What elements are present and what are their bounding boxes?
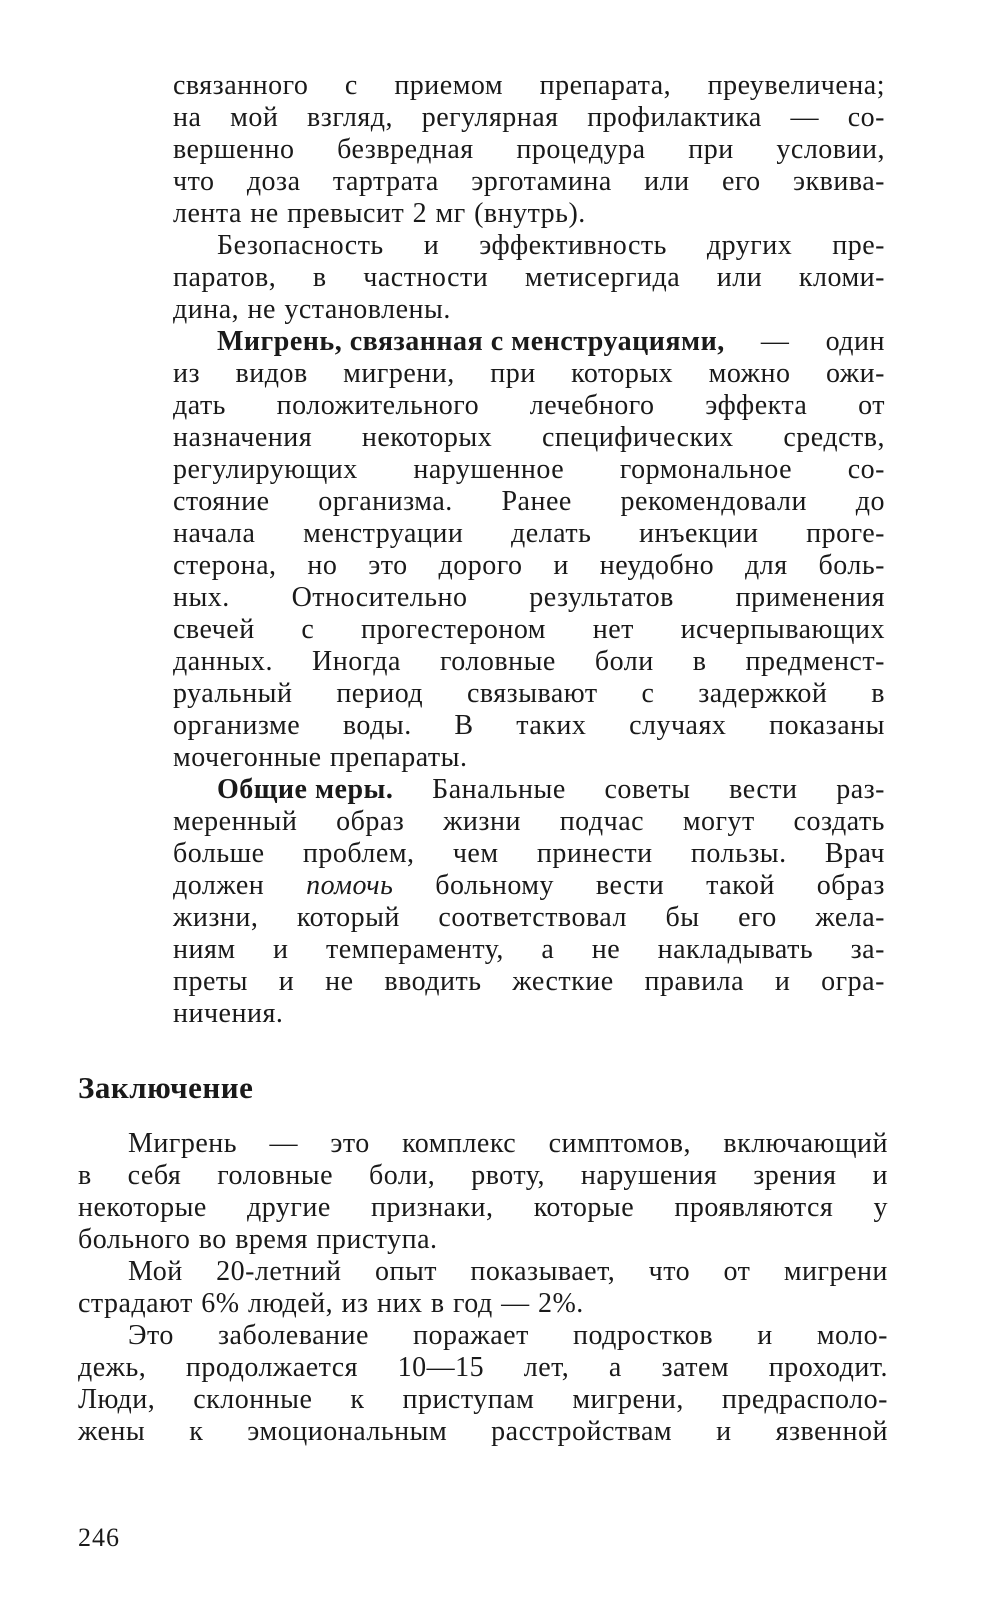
- text-line: [78, 1288, 888, 1320]
- word: больному: [435, 870, 555, 901]
- word: воды.: [342, 710, 412, 741]
- word: прогестероном: [361, 614, 547, 645]
- text-line: [173, 582, 885, 614]
- text-line: [173, 550, 885, 582]
- text-line: [173, 390, 885, 422]
- word: которые: [533, 1192, 635, 1223]
- word: пре-: [832, 230, 885, 261]
- page-number: 246: [78, 1523, 120, 1552]
- word: кломи-: [798, 262, 885, 293]
- text-line: [78, 1160, 888, 1192]
- word: стояние: [173, 486, 270, 517]
- text-line: [173, 646, 885, 678]
- word: нарушения: [580, 1160, 718, 1191]
- text-line: [173, 742, 885, 774]
- word: неудобно: [599, 550, 715, 581]
- word: преувеличена;: [707, 70, 885, 101]
- word: лента: [173, 198, 242, 229]
- text-line: [173, 358, 885, 390]
- word: до: [855, 486, 885, 517]
- word: больного: [78, 1224, 191, 1255]
- section-continued-text: [173, 70, 885, 1030]
- word: страдают: [78, 1288, 193, 1319]
- word: соответствовал: [438, 902, 627, 933]
- word: случаях: [629, 710, 727, 741]
- word: безвредная: [337, 134, 474, 165]
- word: взгляд,: [307, 102, 393, 133]
- word: принести: [536, 838, 653, 869]
- word: которых: [571, 358, 674, 389]
- word: регулярная: [421, 102, 559, 133]
- word: эффективность: [479, 230, 667, 261]
- word: условии,: [776, 134, 885, 165]
- text-line: [173, 486, 885, 518]
- word: со-: [847, 102, 885, 133]
- word: Ранее: [501, 486, 572, 517]
- word: (внутрь).: [474, 198, 586, 229]
- text-line: [173, 678, 885, 710]
- word: Общие меры.: [217, 774, 394, 805]
- word: опыт: [374, 1256, 437, 1287]
- word: в: [692, 646, 707, 677]
- text-line: [173, 518, 885, 550]
- word: боли,: [368, 1160, 436, 1191]
- word: приступам: [402, 1384, 535, 1415]
- word: организме: [173, 710, 301, 741]
- word: чем: [452, 838, 499, 869]
- word: мочегонные: [173, 742, 322, 773]
- text-line: [173, 614, 885, 646]
- word: язвенной: [775, 1416, 888, 1447]
- word: вершенно: [173, 134, 295, 165]
- word: Люди,: [78, 1384, 156, 1415]
- text-line: [78, 1416, 888, 1448]
- word: гормональное: [619, 454, 793, 485]
- word: раз-: [836, 774, 885, 805]
- word: них: [376, 1288, 423, 1319]
- word: —: [760, 326, 790, 357]
- word: метисергида: [524, 262, 681, 293]
- word: данных.: [173, 646, 273, 677]
- word: это: [330, 1128, 370, 1159]
- word: жены: [78, 1416, 146, 1447]
- word: Это: [128, 1320, 174, 1351]
- word: помочь: [306, 870, 394, 901]
- text-line: [173, 870, 885, 902]
- word: время: [235, 1224, 308, 1255]
- text-line: [78, 1384, 888, 1416]
- word: приемом: [394, 70, 504, 101]
- word: делать: [511, 518, 592, 549]
- word: приступа.: [316, 1224, 438, 1255]
- word: Безопасность: [217, 230, 384, 261]
- word: от: [858, 390, 885, 421]
- word: к: [189, 1416, 204, 1447]
- word: дина,: [173, 294, 240, 325]
- word: показаны: [769, 710, 885, 741]
- word: ниям: [173, 934, 236, 965]
- word: проявляются: [674, 1192, 834, 1223]
- word: за-: [850, 934, 885, 965]
- word: 10—15: [397, 1352, 485, 1383]
- word: другие: [247, 1192, 331, 1223]
- word: в: [430, 1288, 445, 1319]
- word: предменст-: [745, 646, 885, 677]
- word: не: [250, 198, 279, 229]
- word: некоторых: [361, 422, 493, 453]
- word: зрения: [753, 1160, 837, 1191]
- text-line: [78, 1352, 888, 1384]
- word: лечебного: [529, 390, 655, 421]
- word: дать: [173, 390, 226, 421]
- word: процедура: [516, 134, 646, 165]
- word: такой: [706, 870, 775, 901]
- text-line: [173, 902, 885, 934]
- word: боли: [594, 646, 654, 677]
- word: эмоциональным: [247, 1416, 448, 1447]
- word: но: [307, 550, 338, 581]
- text-line: [173, 422, 885, 454]
- text-line: [173, 806, 885, 838]
- word: а: [541, 934, 555, 965]
- word: мг: [435, 198, 466, 229]
- word: Мой: [128, 1256, 183, 1287]
- word: 6%: [201, 1288, 240, 1319]
- word: моло-: [816, 1320, 888, 1351]
- word: начала: [173, 518, 256, 549]
- word: в: [78, 1160, 92, 1191]
- word: организма.: [318, 486, 453, 517]
- word: во: [198, 1224, 227, 1255]
- text-line: [173, 838, 885, 870]
- word: менструации: [303, 518, 464, 549]
- word: заболевание: [217, 1320, 369, 1351]
- word: период: [336, 678, 424, 709]
- word: жизни: [443, 806, 521, 837]
- text-line: [78, 1128, 888, 1160]
- word: головные: [217, 1160, 334, 1191]
- word: Мигрень, связанная с менструациями,: [217, 326, 725, 357]
- word: эквива-: [793, 166, 885, 197]
- conclusion-text: [78, 1128, 888, 1448]
- word: назначения: [173, 422, 313, 453]
- word: что: [173, 166, 215, 197]
- word: затем: [661, 1352, 730, 1383]
- word: от: [723, 1256, 751, 1287]
- word: исчерпывающих: [680, 614, 885, 645]
- word: специфических: [541, 422, 734, 453]
- word: мой: [230, 102, 279, 133]
- word: и: [774, 966, 791, 997]
- word: включающий: [723, 1128, 888, 1159]
- word: у: [873, 1192, 888, 1223]
- word: склонные: [193, 1384, 313, 1415]
- word: не: [591, 934, 621, 965]
- word: применения: [735, 582, 885, 613]
- word: некоторые: [78, 1192, 207, 1223]
- word: 2: [412, 198, 428, 229]
- text-line: [78, 1192, 888, 1224]
- word: при: [688, 134, 734, 165]
- word: результатов: [529, 582, 674, 613]
- text-line: [173, 454, 885, 486]
- word: руальный: [173, 678, 293, 709]
- word: ничения.: [173, 998, 284, 1029]
- word: тартрата: [332, 166, 439, 197]
- text-line: [173, 102, 885, 134]
- word: должен: [173, 870, 265, 901]
- word: из: [341, 1288, 369, 1319]
- text-line: [173, 998, 885, 1030]
- word: проге-: [806, 518, 885, 549]
- word: правила: [644, 966, 745, 997]
- word: что: [648, 1256, 691, 1287]
- text-line: [173, 262, 885, 294]
- word: жела-: [815, 902, 885, 933]
- word: —: [501, 1288, 530, 1319]
- word: преты: [173, 966, 248, 997]
- text-line: [173, 166, 885, 198]
- text-line: [78, 1224, 888, 1256]
- word: установлены.: [284, 294, 451, 325]
- word: ных.: [173, 582, 230, 613]
- word: видов: [235, 358, 308, 389]
- word: рекомендовали: [620, 486, 807, 517]
- word: темпераменту,: [325, 934, 504, 965]
- word: себя: [127, 1160, 182, 1191]
- text-line: [173, 198, 885, 230]
- word: расстройствам: [491, 1416, 673, 1447]
- word: таких: [516, 710, 587, 741]
- text-line: [173, 934, 885, 966]
- word: положительного: [276, 390, 480, 421]
- word: нет: [592, 614, 634, 645]
- word: превысит: [287, 198, 405, 229]
- word: для: [745, 550, 788, 581]
- word: препараты.: [329, 742, 468, 773]
- text-line: [173, 326, 885, 358]
- word: могут: [682, 806, 755, 837]
- word: эффекта: [705, 390, 808, 421]
- word: жесткие: [512, 966, 614, 997]
- word: бы: [665, 902, 700, 933]
- word: советы: [604, 774, 691, 805]
- word: один: [825, 326, 885, 357]
- word: симптомов,: [548, 1128, 691, 1159]
- text-line: [173, 774, 885, 806]
- word: с: [344, 70, 358, 101]
- word: из: [173, 358, 201, 389]
- word: средств,: [783, 422, 885, 453]
- word: профилактика: [587, 102, 762, 133]
- word: и: [423, 230, 440, 261]
- word: предрасполо-: [721, 1384, 888, 1415]
- word: его: [738, 902, 777, 933]
- word: огра-: [821, 966, 885, 997]
- word: подчас: [559, 806, 645, 837]
- word: инъекции: [639, 518, 759, 549]
- word: в: [871, 678, 885, 709]
- word: жизни,: [173, 902, 259, 933]
- text-line: [173, 134, 885, 166]
- word: дорого: [438, 550, 523, 581]
- word: и: [872, 1160, 888, 1191]
- word: и: [278, 966, 295, 997]
- word: не: [325, 966, 354, 997]
- word: на: [173, 102, 202, 133]
- word: стерона,: [173, 550, 277, 581]
- word: создать: [793, 806, 885, 837]
- word: связывают: [467, 678, 598, 709]
- text-line: [173, 710, 885, 742]
- word: 2%.: [537, 1288, 584, 1319]
- word: паратов,: [173, 262, 277, 293]
- word: мигрени,: [572, 1384, 684, 1415]
- word: образ: [336, 806, 405, 837]
- word: боль-: [818, 550, 885, 581]
- word: частности: [363, 262, 489, 293]
- word: его: [721, 166, 761, 197]
- word: это: [368, 550, 408, 581]
- word: В: [454, 710, 474, 741]
- text-line: [78, 1320, 888, 1352]
- word: показывает,: [470, 1256, 616, 1287]
- section-heading-conclusion: Заключение: [78, 1070, 254, 1105]
- word: а: [608, 1352, 622, 1383]
- word: вводить: [384, 966, 482, 997]
- word: 20-летний: [216, 1256, 342, 1287]
- word: со-: [847, 454, 885, 485]
- word: образ: [816, 870, 885, 901]
- word: мигрени,: [343, 358, 455, 389]
- word: рвоту,: [471, 1160, 545, 1191]
- word: головные: [440, 646, 556, 677]
- word: пользы.: [690, 838, 787, 869]
- word: лет,: [523, 1352, 570, 1383]
- word: при: [490, 358, 536, 389]
- text-line: [173, 294, 885, 326]
- word: доза: [246, 166, 301, 197]
- word: с: [641, 678, 655, 709]
- word: регулирующих: [173, 454, 358, 485]
- word: эрготамина: [471, 166, 612, 197]
- text-line: [173, 230, 885, 262]
- word: ожи-: [825, 358, 885, 389]
- word: комплекс: [402, 1128, 517, 1159]
- word: год: [452, 1288, 493, 1319]
- word: дежь,: [78, 1352, 147, 1383]
- word: Мигрень: [128, 1128, 238, 1159]
- word: проходит.: [768, 1352, 888, 1383]
- word: вести: [595, 870, 665, 901]
- text-line: [78, 1256, 888, 1288]
- word: или: [716, 262, 763, 293]
- word: —: [269, 1128, 298, 1159]
- word: признаки,: [371, 1192, 494, 1223]
- word: который: [296, 902, 400, 933]
- word: к: [350, 1384, 365, 1415]
- word: продолжается: [185, 1352, 359, 1383]
- word: Банальные: [432, 774, 566, 805]
- word: больше: [173, 838, 265, 869]
- word: —: [790, 102, 819, 133]
- word: других: [706, 230, 793, 261]
- word: задержкой: [698, 678, 828, 709]
- word: вести: [729, 774, 798, 805]
- word: и: [757, 1320, 773, 1351]
- word: в: [312, 262, 327, 293]
- word: мигрени: [783, 1256, 888, 1287]
- word: связанного: [173, 70, 309, 101]
- word: Врач: [824, 838, 885, 869]
- word: и: [273, 934, 289, 965]
- word: людей,: [248, 1288, 334, 1319]
- word: подростков: [572, 1320, 714, 1351]
- word: Иногда: [312, 646, 401, 677]
- word: препарата,: [539, 70, 672, 101]
- word: можно: [708, 358, 791, 389]
- word: Относительно: [291, 582, 468, 613]
- word: поражает: [413, 1320, 529, 1351]
- word: накладывать: [657, 934, 814, 965]
- text-line: [173, 70, 885, 102]
- word: и: [716, 1416, 732, 1447]
- text-line: [173, 966, 885, 998]
- word: не: [247, 294, 276, 325]
- word: с: [301, 614, 315, 645]
- word: свечей: [173, 614, 255, 645]
- word: и: [553, 550, 569, 581]
- word: нарушенное: [413, 454, 565, 485]
- word: меренный: [173, 806, 298, 837]
- word: проблем,: [302, 838, 415, 869]
- word: или: [644, 166, 690, 197]
